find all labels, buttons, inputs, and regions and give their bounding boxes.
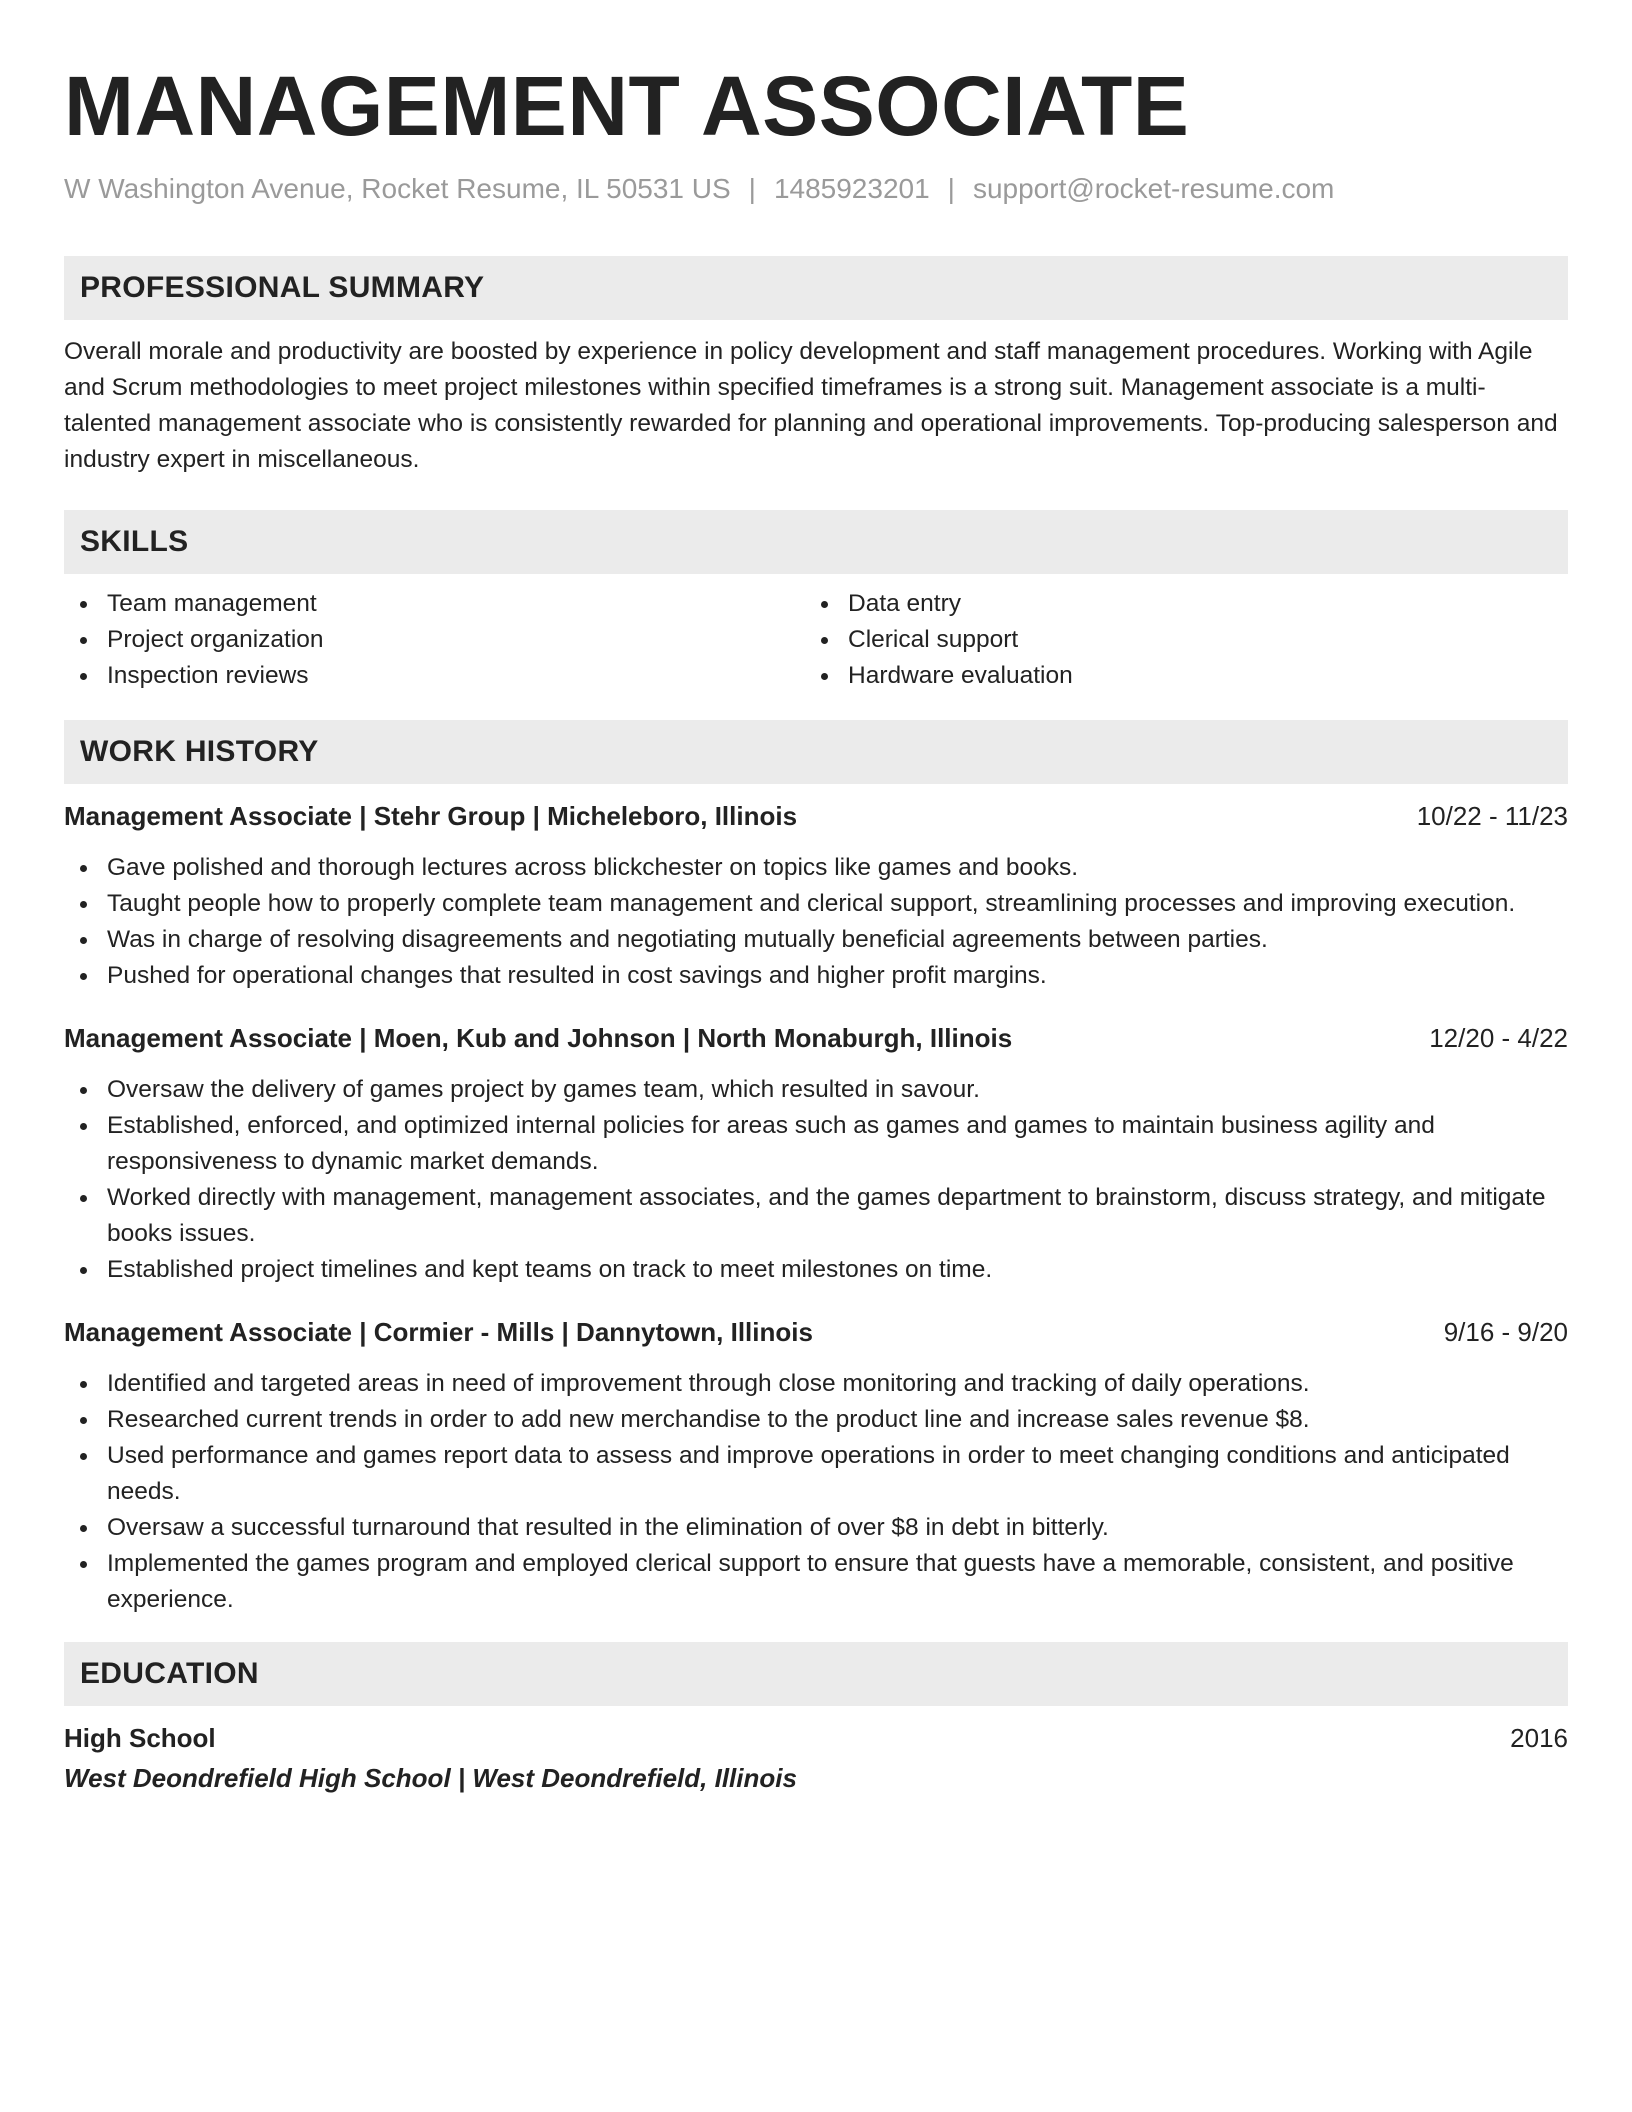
contact-line — [64, 172, 1568, 206]
education-header — [64, 1720, 1568, 1756]
skill-item: Hardware evaluation — [805, 658, 1546, 694]
job-title: Management Associate | Moen, Kub and Johnson | North Monaburgh, Illinois — [64, 1023, 1013, 1053]
contact-phone: 1485923201 — [773, 173, 930, 204]
job-bullet: Identified and targeted areas in need of improvement through close monitoring and tracking of daily operations. — [64, 1366, 1568, 1402]
job-bullet: Implemented the games program and employed clerical support to ensure that guests have a memorable, consistent, and positive experience. — [64, 1546, 1568, 1618]
job-entry — [64, 798, 1568, 994]
skill-item: Team management — [64, 586, 805, 622]
section-heading-summary: PROFESSIONAL SUMMARY — [64, 256, 1568, 320]
job-bullet: Taught people how to properly complete team management and clerical support, streamlining processes and improving execution. — [64, 886, 1568, 922]
job-bullet: Worked directly with management, management associates, and the games department to brainstorm, discuss strategy, and mitigate books issues. — [64, 1180, 1568, 1252]
section-heading-education: EDUCATION — [64, 1642, 1568, 1706]
job-dates: 12/20 - 4/22 — [1429, 1023, 1568, 1053]
section-heading-skills: SKILLS — [64, 510, 1568, 574]
job-title: Management Associate | Stehr Group | Micheleboro, Illinois — [64, 801, 798, 831]
job-bullet: Used performance and games report data to assess and improve operations in order to meet changing conditions and anticipated needs. — [64, 1438, 1568, 1510]
job-bullet: Pushed for operational changes that resulted in cost savings and higher profit margins. — [64, 958, 1568, 994]
section-heading-work-history: WORK HISTORY — [64, 720, 1568, 784]
summary-text: Overall morale and productivity are boosted by experience in policy development and staff management procedures. Working with Agile and Scrum methodologies to meet project milestones within specified timeframes is a strong suit. Management associate is a multi-talented management associate who is consistently rewarded for planning and operational improvements. Top-producing salesperson and industry expert in miscellaneous. — [64, 338, 1558, 473]
job-bullet: Researched current trends in order to add new merchandise to the product line and increase sales revenue $8. — [64, 1402, 1568, 1438]
job-bullet: Oversaw a successful turnaround that resulted in the elimination of over $8 in debt in bitterly. — [64, 1510, 1568, 1546]
job-bullets — [64, 1366, 1568, 1618]
skill-item: Inspection reviews — [64, 658, 805, 694]
job-header — [64, 1314, 1568, 1350]
skill-item: Data entry — [805, 586, 1546, 622]
job-bullet: Was in charge of resolving disagreements and negotiating mutually beneficial agreements between parties. — [64, 922, 1568, 958]
contact-separator: | — [748, 173, 756, 204]
job-bullet: Gave polished and thorough lectures across blickchester on topics like games and books. — [64, 850, 1568, 886]
job-title: Management Associate | Cormier - Mills | Dannytown, Illinois — [64, 1317, 813, 1347]
education-degree: High School — [64, 1723, 216, 1753]
contact-email: support@rocket-resume.com — [972, 173, 1335, 204]
skill-item: Project organization — [64, 622, 805, 658]
skills-list — [64, 586, 1568, 694]
skills-column-left — [64, 586, 805, 694]
job-bullet: Established, enforced, and optimized internal policies for areas such as games and games to maintain business agility and responsiveness to dynamic market demands. — [64, 1108, 1568, 1180]
resume-name: MANAGEMENT ASSOCIATE — [64, 59, 1190, 153]
job-dates: 10/22 - 11/23 — [1416, 801, 1568, 831]
job-bullet: Oversaw the delivery of games project by games team, which resulted in savour. — [64, 1072, 1568, 1108]
contact-separator: | — [947, 173, 955, 204]
education-year: 2016 — [1510, 1723, 1568, 1753]
job-bullets — [64, 1072, 1568, 1288]
job-header — [64, 798, 1568, 834]
job-bullets — [64, 850, 1568, 994]
job-header — [64, 1020, 1568, 1056]
job-dates: 9/16 - 9/20 — [1443, 1317, 1568, 1347]
contact-address: W Washington Avenue, Rocket Resume, IL 50531 US — [64, 173, 731, 204]
skills-column-right — [805, 586, 1546, 694]
job-bullet: Established project timelines and kept teams on track to meet milestones on time. — [64, 1252, 1568, 1288]
job-entry — [64, 1314, 1568, 1618]
job-entry — [64, 1020, 1568, 1288]
skill-item: Clerical support — [805, 622, 1546, 658]
education-school: West Deondrefield High School | West Deondrefield, Illinois — [64, 1763, 797, 1793]
